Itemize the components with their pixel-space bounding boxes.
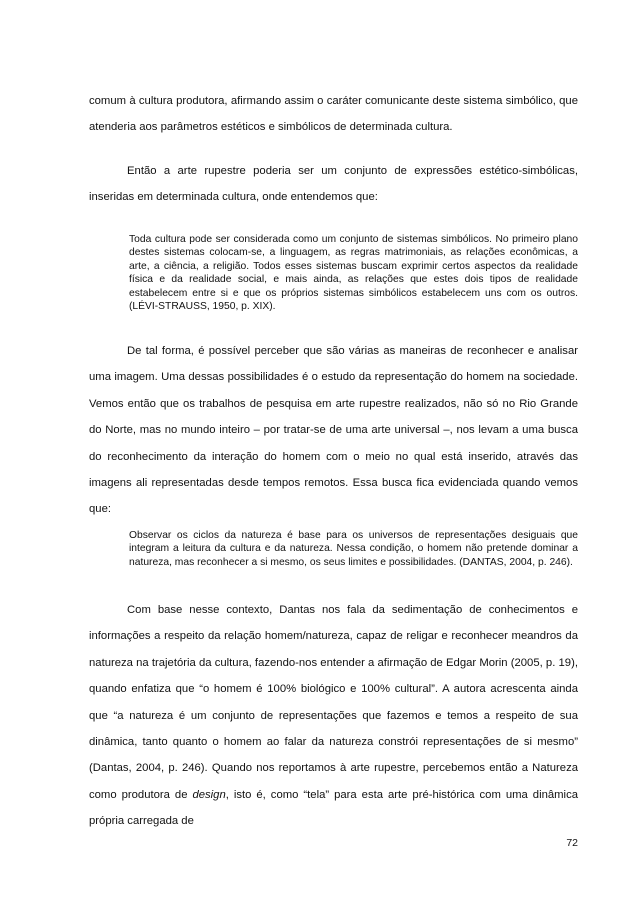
page-number: 72 (566, 837, 578, 849)
block-quote-dantas: Observar os ciclos da natureza é base para os universos de representações desiguais que integram a leitura da cultura e da natureza. Nessa condição, o homem não pretende dominar a natureza, mas reconhecer a si mesmo, os seus limites e possibilidades. (DANTAS, 2004, p. 246). (129, 530, 578, 568)
paragraph-4-emphasis: design (192, 788, 226, 801)
paragraph-4 (89, 597, 578, 835)
paragraph-3: De tal forma, é possível perceber que são várias as maneiras de reconhecer e analisar uma imagem. Uma dessas possibilidades é o estudo da representação do homem na sociedade. Vemos então que os trabalhos de pesquisa em arte rupestre realizados, não só no Rio Grande do Norte, mas no mundo inteiro – por tratar-se de uma arte universal –, nos levam a uma busca do reconhecimento da interação do homem com o meio no qual está inserido, através das imagens ali representadas desde tempos remotos. Essa busca fica evidenciada quando vemos que: (89, 345, 578, 516)
paragraph-1: comum à cultura produtora, afirmando assim o caráter comunicante deste sistema simbólico, que atenderia aos parâmetros estéticos e simbólicos de determinada cultura. (89, 95, 578, 134)
block-quote-levi-strauss: Toda cultura pode ser considerada como um conjunto de sistemas simbólicos. No primeiro plano destes sistemas colocam-se, a linguagem, as regras matrimoniais, as relações econômicas, a arte, a ciência, a religião. Todos esses sistemas buscam exprimir certos aspectos da realidade física e da realidade social, e mais ainda, as relações que estes dois tipos de realidade estabelecem entre si e que os próprios sistemas simbólicos estabelecem uns com os outros. (LÉVI-STRAUSS, 1950, p. XIX). (129, 234, 578, 313)
paragraph-4-text-b: , isto é, como “tela” para esta arte pré-histórica com uma dinâmica própria carregada de (89, 788, 578, 828)
paragraph-2: Então a arte rupestre poderia ser um conjunto de expressões estético-simbólicas, inseridas em determinada cultura, onde entendemos que: (89, 165, 578, 204)
paragraph-4-text-a: Com base nesse contexto, Dantas nos fala da sedimentação de conhecimentos e informações a respeito da relação homem/natureza, capaz de religar e reconhecer meandros da natureza na trajetória da cultura, fazendo-nos entender a afirmação de Edgar Morin (2005, p. 19), quando enfatiza que “o homem é 100% biológico e 100% cultural”. A autora acrescenta ainda que “a natureza é um conjunto de representações que fazemos e temos a respeito de sua dinâmica, tanto quanto o homem ao falar da natureza constrói representações de si mesmo” (Dantas, 2004, p. 246). Quando nos reportamos à arte rupestre, percebemos então a Natureza como produtora de (89, 604, 578, 801)
